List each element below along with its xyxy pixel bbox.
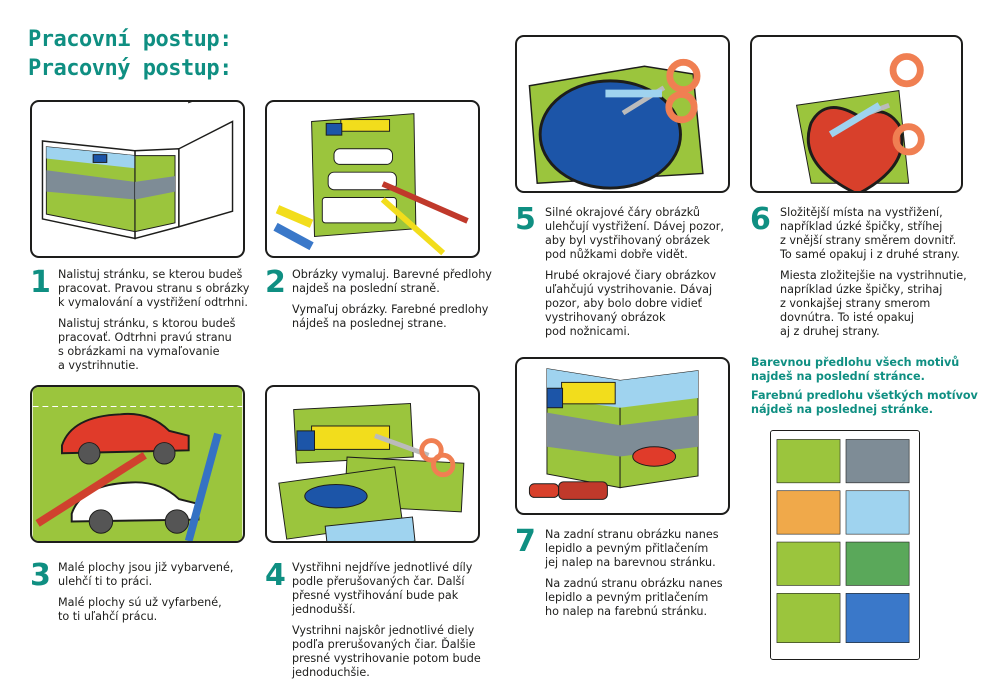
step-6-text-cz: Složitější místa na vystřižení, například úzké špičky, stříhej z vnější strany směrem dovnitř. To samé opakuj i z druhé strany. [780, 206, 960, 261]
page-title-cz: Pracovní postup: [28, 27, 232, 52]
step-3-text-cz: Malé plochy jsou již vybarvené, ulehčí ti to práci. [58, 561, 234, 588]
step-3-illustration [30, 385, 245, 543]
step-7-illustration [515, 357, 730, 515]
step-6-number: 6 [750, 202, 771, 237]
reference-note-cz: Barevnou předlohu všech motivů najdeš na poslední stránce. [751, 356, 960, 383]
pencils-icon [32, 387, 243, 541]
reference-note-sk: Farebnú predlohu všetkých motívov nájdeš na poslednej stránke. [751, 389, 978, 416]
step-5-illustration [515, 35, 730, 193]
glue-stick-icon [529, 482, 607, 500]
step-7-text-sk: Na zadnú stranu obrázku nanes lepidlo a pevným pritlačením ho nalep na farebnú stránku. [545, 577, 723, 618]
step-1-text-sk: Nalistuj stránku, s ktorou budeš pracovať. Odtrhni pravú stranu s obrázkami na vymaľovanie a vystrihnutie. [58, 317, 236, 372]
step-6-text [780, 206, 985, 346]
step-4-number: 4 [265, 558, 286, 593]
step-1-illustration [30, 100, 245, 258]
step-4-text [292, 561, 502, 687]
step-1-number: 1 [30, 265, 51, 300]
step-1-text [58, 268, 258, 380]
step-7-text-cz: Na zadní stranu obrázku nanes lepidlo a pevným přitlačením jej nalep na barevnou stránku. [545, 528, 719, 569]
page-title-sk: Pracovný postup: [28, 56, 232, 81]
step-2-text [292, 268, 502, 338]
step-5-number: 5 [515, 202, 536, 237]
step-7-text [545, 528, 745, 626]
step-4-text-sk: Vystrihni najskôr jednotlivé diely podľa prerušovaných čiar. Ďalšie presné vystrihovanie potom bude jednoduchšie. [292, 624, 481, 679]
step-6-illustration [750, 35, 963, 193]
booklet-icon [32, 102, 243, 256]
step-7-number: 7 [515, 524, 536, 559]
step-2-text-cz: Obrázky vymaluj. Barevné předlohy najdeš na poslední straně. [292, 268, 492, 295]
step-2-number: 2 [265, 265, 286, 300]
scissors-icon [267, 387, 478, 541]
step-5-text-cz: Silné okrajové čáry obrázků ulehčují vystřižení. Dávej pozor, aby byl vystřihovaný obrázek pod nůžkami dobře vidět. [545, 206, 724, 261]
reference-sheet [770, 430, 920, 660]
step-3-text [58, 561, 258, 631]
step-3-text-sk: Malé plochy sú už vyfarbené, to ti uľahčí prácu. [58, 596, 222, 623]
step-5-text [545, 206, 745, 346]
step-5-text-sk: Hrubé okrajové čiary obrázkov uľahčujú vystrihovanie. Dávaj pozor, aby bolo dobre vidieť vystrihovaný obrázok pod nožnicami. [545, 269, 717, 338]
step-4-text-cz: Vystřihni nejdříve jednotlivé díly podle přerušovaných čar. Další přesné vystřihování bude pak jednodušší. [292, 561, 473, 616]
step-4-illustration [265, 385, 480, 543]
step-2-illustration [265, 100, 480, 258]
step-3-number: 3 [30, 558, 51, 593]
step-6-text-sk: Miesta zložitejšie na vystrihnutie, napríklad úzke špičky, strihaj z vonkajšej strany smerom dovnútra. To isté opakuj aj z druhej strany. [780, 269, 967, 338]
step-2-text-sk: Vymaľuj obrázky. Farebné predlohy nájdeš na poslednej strane. [292, 303, 489, 330]
crayons-icon [267, 102, 478, 256]
step-1-text-cz: Nalistuj stránku, se kterou budeš pracovat. Pravou stranu s obrázky k vymalování a vystřižení odtrhni. [58, 268, 250, 309]
